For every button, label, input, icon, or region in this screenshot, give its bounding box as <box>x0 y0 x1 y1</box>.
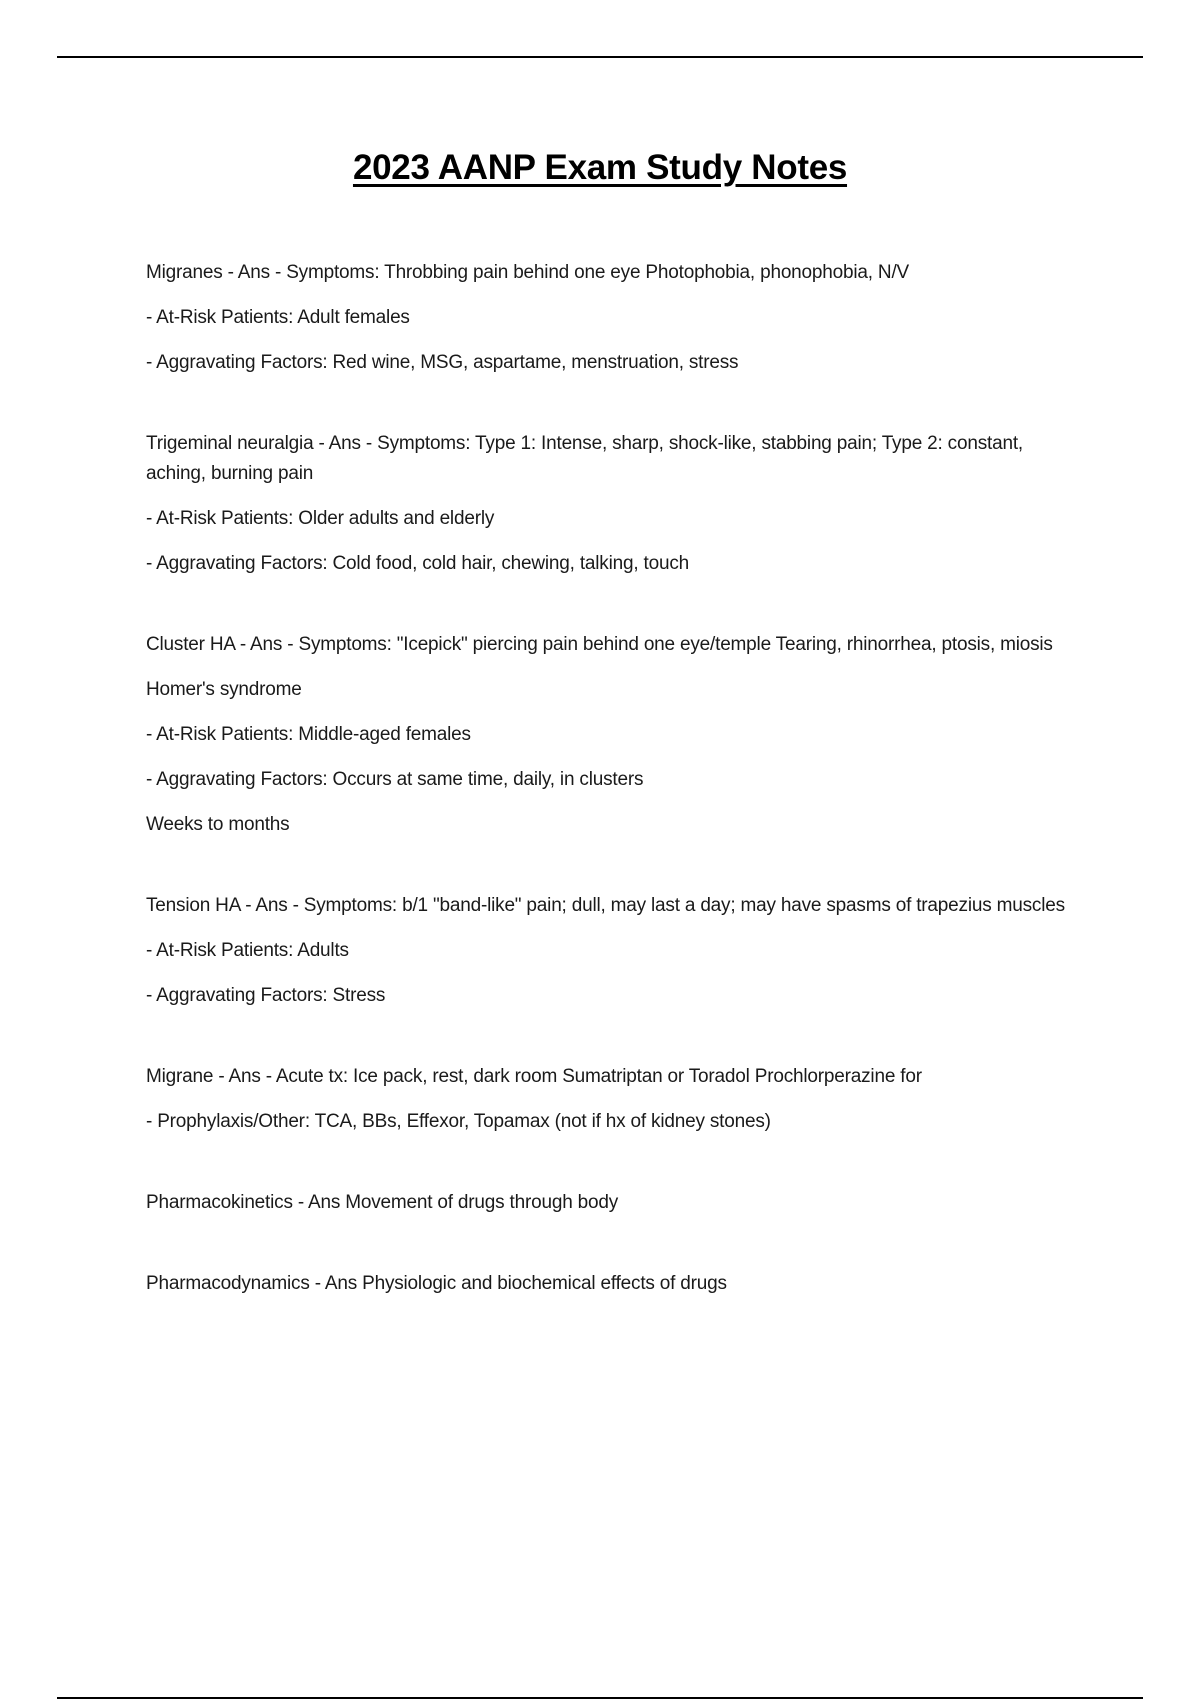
footer-rule <box>57 1697 1143 1699</box>
note-entry-pharmacodynamics <box>146 1269 1086 1299</box>
note-entry-pharmacokinetics <box>146 1188 1086 1218</box>
note-entry-migrane-tx <box>146 1062 1086 1137</box>
note-line: - Prophylaxis/Other: TCA, BBs, Effexor, Topamax (not if hx of kidney stones) <box>146 1111 771 1132</box>
note-line: Pharmacodynamics - Ans Physiologic and biochemical effects of drugs <box>146 1273 727 1294</box>
note-line: Pharmacokinetics - Ans Movement of drugs through body <box>146 1192 619 1213</box>
document-title: 2023 AANP Exam Study Notes <box>352 148 848 187</box>
note-line: - Aggravating Factors: Red wine, MSG, aspartame, menstruation, stress <box>146 352 739 373</box>
notes-body <box>146 258 1086 1350</box>
note-line: Trigeminal neuralgia - Ans - Symptoms: Type 1: Intense, sharp, shock-like, stabbing pain; Type 2: constant, aching, burning pain <box>146 433 1023 484</box>
note-line: Migranes - Ans - Symptoms: Throbbing pain behind one eye Photophobia, phonophobia, N/V <box>146 262 910 283</box>
note-entry-trigeminal-neuralgia <box>146 429 1086 579</box>
note-line: - At-Risk Patients: Middle-aged females <box>146 724 471 745</box>
note-line: - Aggravating Factors: Cold food, cold hair, chewing, talking, touch <box>146 553 689 574</box>
note-line: Tension HA - Ans - Symptoms: b/1 "band-like" pain; dull, may last a day; may have spasms of trapezius muscles <box>146 895 1065 916</box>
note-line: Cluster HA - Ans - Symptoms: "Icepick" piercing pain behind one eye/temple Tearing, rhinorrhea, ptosis, miosis <box>146 634 1053 655</box>
note-entry-tension-ha <box>146 891 1086 1011</box>
note-line: - At-Risk Patients: Adults <box>146 940 349 961</box>
note-line: - Aggravating Factors: Stress <box>146 985 386 1006</box>
header-rule <box>57 56 1143 58</box>
note-line: - At-Risk Patients: Older adults and elderly <box>146 508 495 529</box>
note-line: Migrane - Ans - Acute tx: Ice pack, rest, dark room Sumatriptan or Toradol Prochlorperazine for <box>146 1066 922 1087</box>
note-line: - At-Risk Patients: Adult females <box>146 307 410 328</box>
note-entry-migranes <box>146 258 1086 378</box>
note-entry-cluster-ha <box>146 630 1086 840</box>
note-line: Weeks to months <box>146 814 290 835</box>
note-line: Homer's syndrome <box>146 679 302 700</box>
note-line: - Aggravating Factors: Occurs at same time, daily, in clusters <box>146 769 644 790</box>
